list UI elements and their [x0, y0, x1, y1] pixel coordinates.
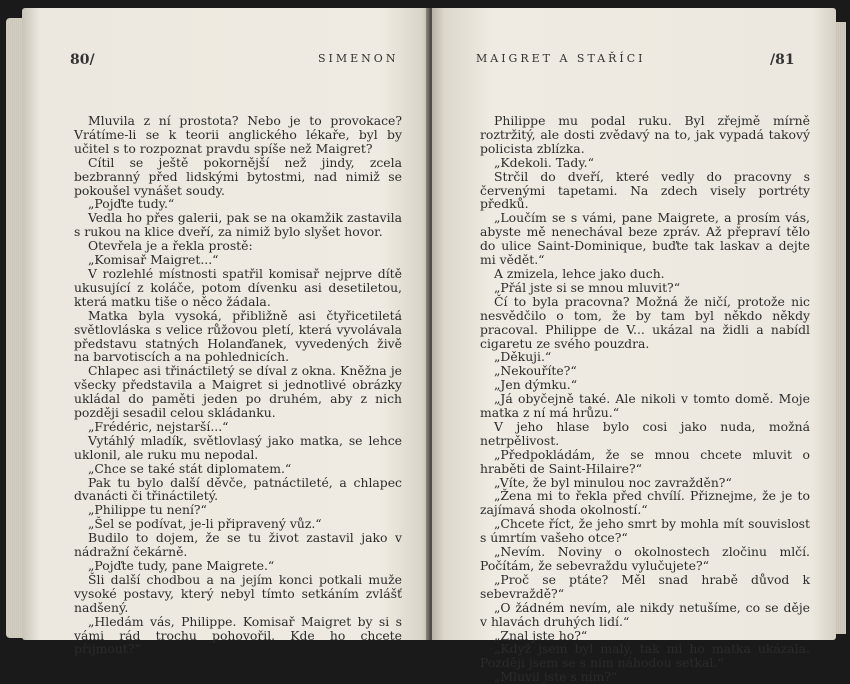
paragraph: „Kdekoli. Tady.“	[494, 154, 594, 170]
paragraph: „Philippe tu není?“	[88, 502, 207, 518]
left-running-head: SIMENON	[318, 52, 399, 65]
paragraph: „Šel se podívat, je-li připravený vůz.“	[88, 516, 322, 532]
paragraph: A zmizela, lehce jako duch.	[494, 265, 665, 281]
paragraph: Pak tu bylo další děvče, patnáctileté, a chlapec dvanácti či třináctiletý.	[74, 474, 402, 504]
paragraph: „Nevím. Noviny o okolnostech zločinu mlčí. Počítám, že sebevraždu vylučujete?“	[480, 544, 810, 573]
paragraph: „Mluvil jste s ním?“	[494, 669, 618, 684]
paragraph: „Chcete říct, že jeho smrt by mohla mít souvislost s úmrtím vašeho otce?“	[480, 516, 810, 546]
paragraph: „Znal jste ho?“	[494, 627, 588, 643]
paragraph: Strčil do dveří, které vedly do pracovny s červenými tapetami. Na zdech visely portréty předků.	[480, 168, 810, 212]
paragraph: „Pojďte tudy.“	[88, 196, 175, 212]
paragraph: „Předpokládám, že se mnou chcete mluvit o hraběti de Saint-Hilaire?“	[480, 446, 810, 476]
paragraph: „Proč se ptáte? Měl snad hrabě důvod k sebevraždě?“	[480, 571, 810, 601]
paragraph: „Chce se také stát diplomatem.“	[88, 460, 292, 476]
paragraph: „O žádném nevím, ale nikdy netušíme, co se děje v hlavách druhých lidí.“	[480, 599, 810, 629]
paragraph: Vedla ho přes galerii, pak se na okamžik zastavila s rukou na klice dveří, za nimiž bylo slyšet hovor.	[74, 210, 402, 240]
paragraph: Šli další chodbou a na jejím konci potkali muže vysoké postavy, který nebyl tímto setkáním zvlášť nadšený.	[74, 571, 402, 615]
paragraph: Matka byla vysoká, přibližně asi čtyřicetiletá světlovláska s velice růžovou pletí, která vyvolávala představu statných Holanďanek, vyvedených živě na barvotiscích a na pohlednicích.	[74, 307, 402, 365]
paragraph: „Jen dýmku.“	[494, 377, 578, 393]
right-page	[432, 8, 836, 684]
paragraph: „Žena mi to řekla před chvílí. Přiznejme, že je to zajímavá shoda okolností.“	[480, 488, 810, 518]
paragraph: „Přál jste si se mnou mluvit?“	[494, 279, 681, 295]
left-page-number: 80/	[70, 52, 95, 68]
paragraph: „Komisař Maigret...“	[88, 252, 219, 268]
paragraph: Otevřela je a řekla prostě:	[88, 238, 253, 254]
paragraph: „Děkuji.“	[494, 349, 552, 365]
paragraph: Cítil se ještě pokornější než jindy, zcela bezbranný před lidskými bytostmi, nad nimiž se pokoušel vynášet soudy.	[74, 154, 402, 198]
paragraph: Mluvila z ní prostota? Nebo je to provokace? Vrátíme-li se k teorii anglického lékaře, byl by učitel s to rozpoznat pravdu spíše než Maigret?	[74, 113, 402, 156]
paragraph: „Nekouříte?“	[494, 363, 577, 379]
paragraph: V jeho hlase bylo cosi jako nuda, možná netrpělivost.	[480, 418, 810, 448]
paragraph: „Frédéric, nejstarší...“	[88, 418, 229, 434]
right-page-body	[480, 114, 810, 684]
right-page-number: /81	[770, 52, 795, 68]
left-page	[22, 8, 430, 657]
paragraph: „Když jsem byl malý, tak mi ho matka ukázala. Později jsem se s ním náhodou setkal.“	[480, 641, 810, 671]
paragraph: Čí to byla pracovna? Možná že ničí, protože nic nesvědčilo o tom, že by tam byl někdo někdy pracoval. Philippe de V... ukázal na židli a nabídl cigaretu ze svého pouzdra.	[480, 293, 810, 351]
paragraph: Philippe mu podal ruku. Byl zřejmě mírně roztržitý, ale dosti zvědavý na to, jak vypadá takový policista zblízka.	[480, 113, 810, 156]
paragraph: „Já obyčejně také. Ale nikoli v tomto domě. Moje matka z ní má hrůzu.“	[480, 391, 810, 421]
paragraph: „Víte, že byl minulou noc zavražděn?“	[494, 474, 732, 490]
paragraph: Budilo to dojem, že se tu život zastavil jako v nádražní čekárně.	[74, 530, 402, 560]
paragraph: „Loučím se s vámi, pane Maigrete, a prosím vás, abyste mě nenechával beze zpráv. Až přepraví tělo do ulice Saint-Dominique, buďte tak laskav a dejte mi vědět.“	[480, 210, 810, 268]
paragraph: Vytáhlý mladík, světlovlasý jako matka, se lehce uklonil, ale ruku mu nepodal.	[74, 432, 402, 462]
paragraph: Chlapec asi třináctiletý se díval z okna. Kněžna je všecky představila a Maigret si jednotlivé obrázky ukládal do paměti jeden po druhém, aby z nich později sesadil celou skládanku.	[74, 363, 402, 421]
right-running-head: MAIGRET A STAŘÍCI	[476, 52, 646, 65]
paragraph: „Pojďte tudy, pane Maigrete.“	[88, 558, 275, 573]
paragraph: V rozlehlé místnosti spatřil komisař nejprve dítě ukusující z koláče, potom dívenku asi desetiletou, která matku tiše o něco žádala.	[74, 265, 402, 309]
paragraph: „Hledám vás, Philippe. Komisař Maigret by si s vámi rád trochu pohovořil. Kde ho chcete přijmout?“	[74, 613, 402, 657]
left-page-body	[74, 114, 402, 656]
